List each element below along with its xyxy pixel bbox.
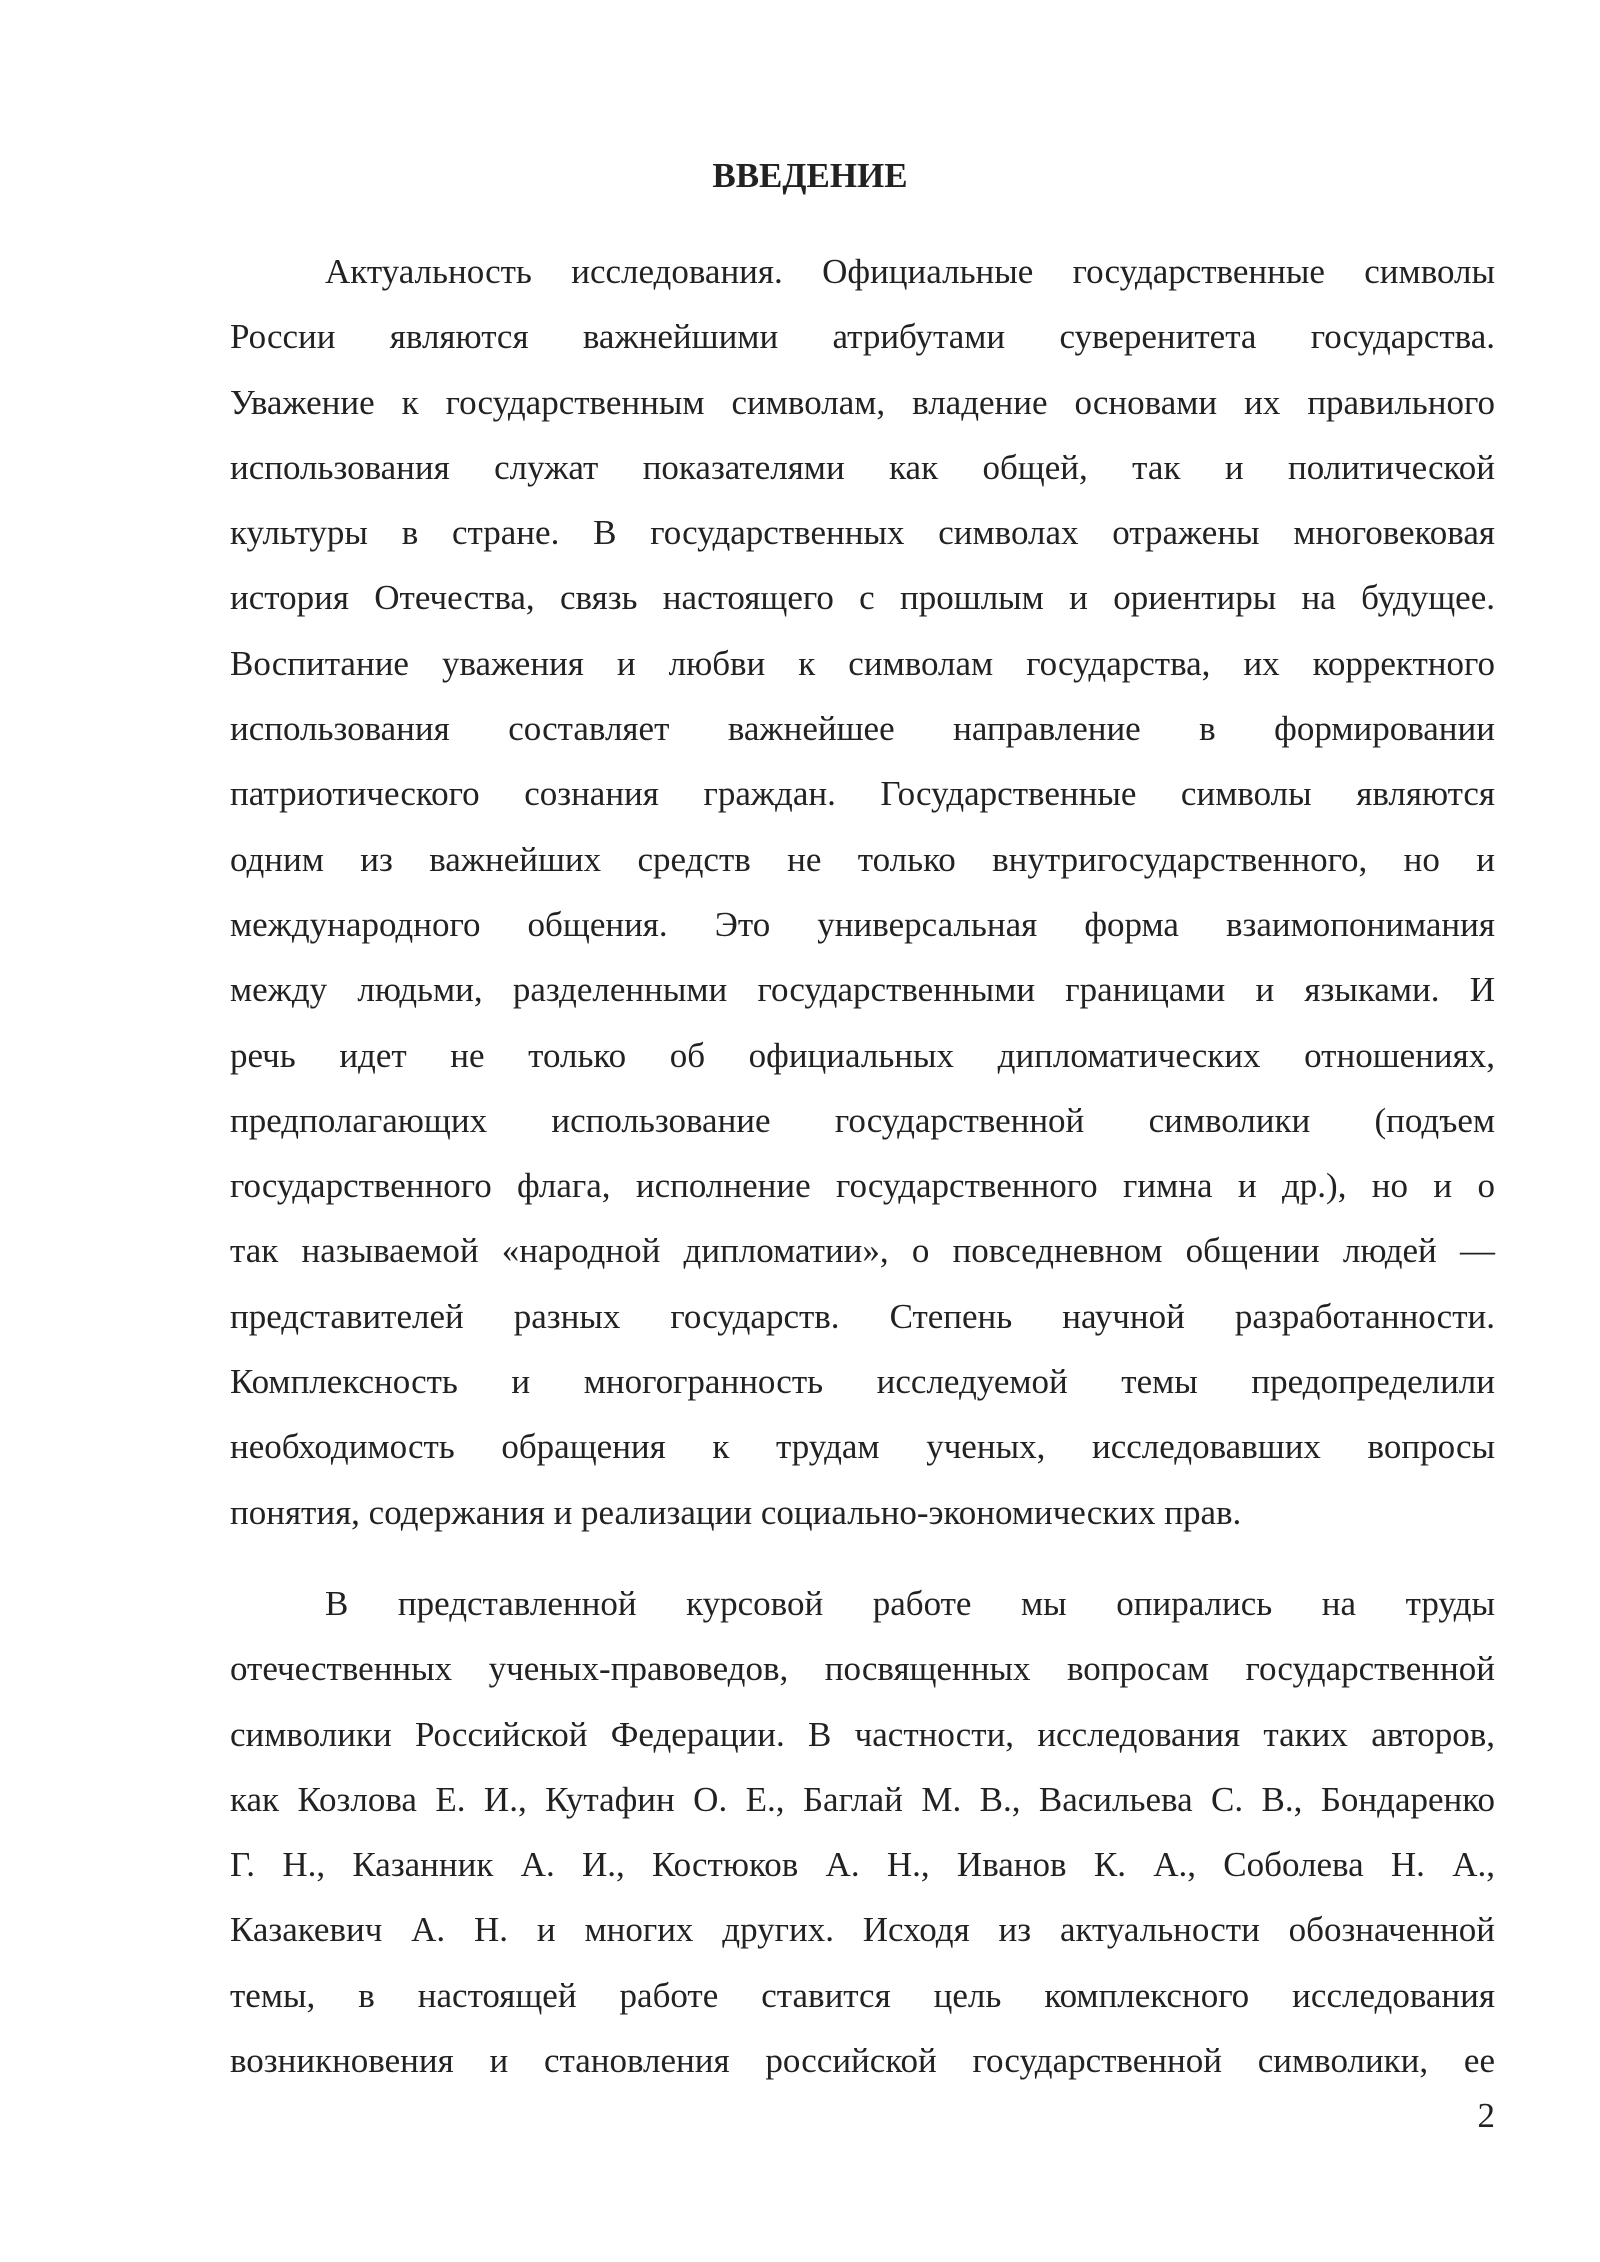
text-line: как Козлова Е. И., Кутафин О. Е., Баглай М. В., Васильева С. В., Бондаренко [230, 1779, 1495, 1819]
text-line: использования составляет важнейшее направление в формировании [230, 709, 1495, 749]
text-line: история Отечества, связь настоящего с прошлым и ориентиры на будущее. [230, 578, 1495, 618]
text-line: темы, в настоящей работе ставится цель комплексного исследования [230, 1975, 1495, 2015]
text-line: между людьми, разделенными государственными границами и языками. И [230, 970, 1495, 1010]
text-line: так называемой «народной дипломатии», о повседневном общении людей — [230, 1231, 1495, 1271]
page-title: ВВЕДЕНИЕ [712, 156, 908, 195]
text-line: необходимость обращения к трудам ученых, исследовавших вопросы [230, 1427, 1495, 1467]
text-line: предполагающих использование государственной символики (подъем [230, 1100, 1495, 1140]
text-line: отечественных ученых-правоведов, посвященных вопросам государственной [230, 1649, 1495, 1689]
text-line: В представленной курсовой работе мы опирались на труды [325, 1584, 1495, 1623]
text-line: Актуальность исследования. Официальные государственные символы [325, 252, 1495, 291]
text-line: возникновения и становления российской государственной символики, ее [230, 2041, 1495, 2081]
text-line: международного общения. Это универсальная форма взаимопонимания [230, 904, 1495, 944]
text-line: Уважение к государственным символам, владение основами их правильного [230, 382, 1495, 422]
text-line: культуры в стране. В государственных символах отражены многовековая [230, 513, 1495, 553]
text-line: понятия, содержания и реализации социально-экономических прав. [230, 1492, 1242, 1532]
text-line: Воспитание уважения и любви к символам государства, их корректного [230, 643, 1495, 683]
text-line: Г. Н., Казанник А. И., Костюков А. Н., Иванов К. А., Соболева Н. А., [230, 1845, 1495, 1885]
text-line: Казакевич А. Н. и многих других. Исходя из актуальности обозначенной [230, 1910, 1495, 1950]
paragraph-2 [230, 1571, 1495, 2093]
text-line: речь идет не только об официальных дипломатических отношениях, [230, 1035, 1495, 1075]
paragraph-1 [230, 239, 1495, 1545]
text-line: патриотического сознания граждан. Государственные символы являются [230, 774, 1495, 814]
text-line: одним из важнейших средств не только внутригосударственного, но и [230, 839, 1495, 879]
text-line: представителей разных государств. Степень научной разработанности. [230, 1296, 1495, 1336]
text-line: государственного флага, исполнение государственного гимна и др.), но и о [230, 1166, 1495, 1206]
text-line: символики Российской Федерации. В частности, исследования таких авторов, [230, 1714, 1495, 1754]
page-number: 2 [1477, 2096, 1495, 2135]
text-line: России являются важнейшими атрибутами суверенитета государства. [230, 317, 1495, 357]
text-line: Комплексность и многогранность исследуемой темы предопределили [230, 1362, 1495, 1402]
text-line: использования служат показателями как общей, так и политической [230, 447, 1495, 487]
